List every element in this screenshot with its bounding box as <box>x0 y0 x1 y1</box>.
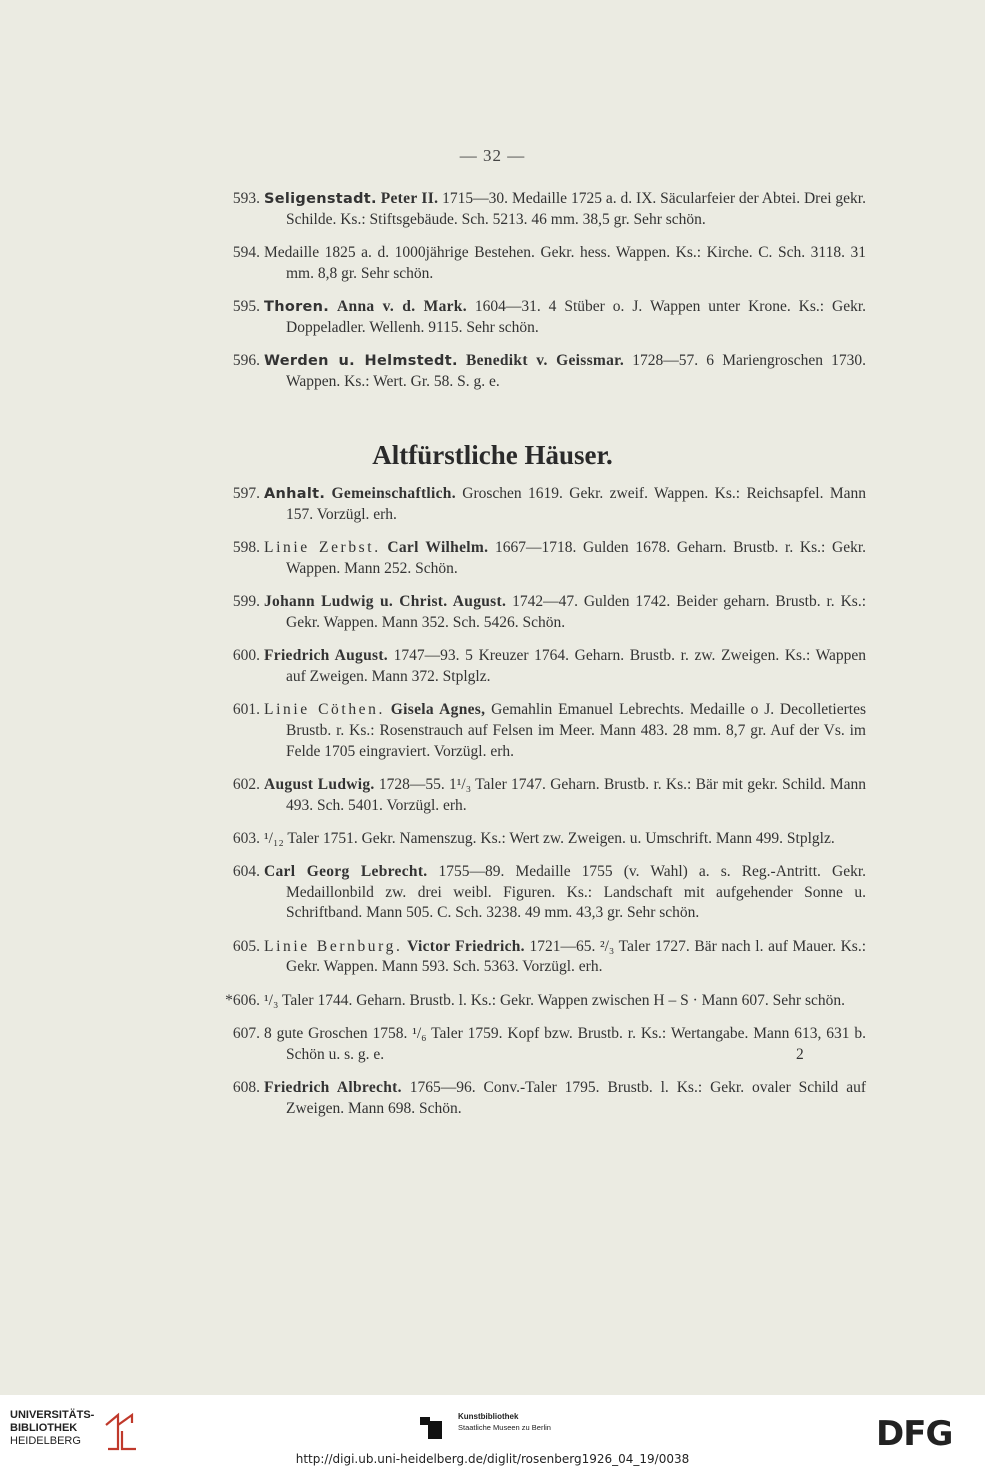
entry-ruler: Peter II. <box>380 190 439 207</box>
ub-heidelberg-logo <box>10 1409 140 1455</box>
entry-number: 608. <box>232 1078 260 1096</box>
permalink-url[interactable]: http://digi.ub.uni-heidelberg.de/diglit/rosenberg1926_04_19/0038 <box>295 1452 690 1466</box>
entry-text: ¹/₁₂ Taler 1751. Gekr. Namenszug. Ks.: Wert zw. Zweigen. u. Umschrift. Mann 499. Stplglz. <box>264 829 835 847</box>
entry-ruler: August Ludwig. <box>264 775 375 793</box>
entry-596 <box>216 351 866 393</box>
kunstbibliothek-icon <box>420 1415 450 1439</box>
entry-number: 601. <box>232 700 260 718</box>
entries-list-top <box>216 189 866 405</box>
entry-number: 594. <box>232 243 260 261</box>
entry-number: 599. <box>232 592 260 610</box>
section-title: Altfürstliche Häuser. <box>372 440 613 470</box>
entry-number: 593. <box>232 190 260 207</box>
entry-ruler: Friedrich August. <box>264 646 388 664</box>
ub-line-2: BIBLIOTHEK <box>10 1422 78 1434</box>
entry-number: 604. <box>232 862 260 880</box>
ub-line-3: HEIDELBERG <box>10 1435 81 1447</box>
entry-598 <box>216 538 866 580</box>
entry-ruler: Victor Friedrich. <box>407 937 525 955</box>
kb-line-2: Staatliche Museen zu Berlin <box>458 1423 551 1432</box>
entry-line: Linie Bernburg. <box>264 937 403 955</box>
entry-number: 595. <box>232 297 260 315</box>
entry-text: ¹/₃ Taler 1744. Geharn. Brustb. l. Ks.: Gekr. Wappen zwischen H – S · Mann 607. Sehr schön. <box>264 991 845 1009</box>
entry-597 <box>216 484 866 526</box>
entry-number: *606. <box>225 991 260 1009</box>
ub-mark-icon <box>102 1411 140 1451</box>
entry-number: 596. <box>232 351 260 369</box>
entry-599 <box>216 592 866 634</box>
page-number: — 32 — <box>459 146 526 165</box>
entry-place: Werden u. Helmstedt. <box>264 352 458 369</box>
entry-text: Medaille 1825 a. d. 1000jährige Bestehen. Gekr. hess. Wappen. Ks.: Kirche. C. Sch. 3118. 31 mm. 8,8 gr. Sehr schön. <box>264 243 866 282</box>
footer-bar <box>0 1395 985 1471</box>
entry-600 <box>216 646 866 688</box>
entry-text: 1728—57. 6 Mariengroschen 1730. Wappen. Ks.: Wert. Gr. 58. S. g. e. <box>286 351 866 390</box>
entry-ruler: Carl Georg Lebrecht. <box>264 862 428 880</box>
entry-number: 597. <box>232 485 260 502</box>
entry-number: 602. <box>232 775 260 793</box>
entry-601 <box>216 700 866 762</box>
entry-text: 1715—30. Medaille 1725 a. d. IX. Säcularfeier der Abtei. Drei gekr. Schilde. Ks.: Stiftsgebäude. Sch. 5213. 46 mm. 38,5 gr. Sehr schön. <box>286 190 866 228</box>
entry-604 <box>216 862 866 924</box>
entry-number: 605. <box>232 937 260 955</box>
entry-text: Gemahlin Emanuel Lebrechts. Medaille o J. Decolletiertes Brustb. r. Ks.: Rosenstrauch auf Felsen im Meer. Mann 483. 28 mm. 8,7 gr. Auf der Vs. im Felde 1705 eingraviert. Vorzügl. erh. <box>286 700 866 760</box>
entry-text: 1667—1718. Gulden 1678. Geharn. Brustb. r. Ks.: Gekr. Wappen. Mann 252. Schön. <box>286 538 867 577</box>
entry-595 <box>216 297 866 339</box>
entry-ruler: Friedrich Albrecht. <box>264 1078 402 1096</box>
kb-line-1: Kunstbibliothek <box>458 1412 519 1421</box>
entry-605 <box>216 937 866 979</box>
entry-number: 598. <box>232 538 260 556</box>
entry-608 <box>216 1078 866 1120</box>
dfg-logo: DFG <box>876 1414 953 1454</box>
entry-text: 1728—55. 1¹/₃ Taler 1747. Geharn. Brustb. r. Ks.: Bär mit gekr. Schild. Mann 493. Sch. 5401. Vorzügl. erh. <box>286 775 867 814</box>
entry-text: 1755—89. Medaille 1755 (v. Wahl) a. s. Reg.-Antritt. Gekr. Medaillonbild zw. drei weibl. Figuren. Ks.: Landschaft mit aufgehender Sonne u. Schriftband. Mann 505. C. Sch. 3238. 49 mm. 43,3 gr. Sehr schön. <box>286 862 866 922</box>
entry-ruler: Anna v. d. Mark. <box>337 297 467 315</box>
entry-ruler: Carl Wilhelm. <box>387 538 489 556</box>
entry-ruler: Gisela Agnes, <box>390 700 486 718</box>
entry-593 <box>216 189 866 231</box>
entry-text: Groschen 1619. Gekr. zweif. Wappen. Ks.: Reichsapfel. Mann 157. Vorzügl. erh. <box>286 485 867 523</box>
entry-ruler: Benedikt v. Geissmar. <box>465 351 625 369</box>
entry-602 <box>216 775 866 817</box>
ub-line-1: UNIVERSITÄTS- <box>10 1409 95 1421</box>
entry-text: 8 gute Groschen 1758. ¹/₆ Taler 1759. Kopf bzw. Brustb. r. Ks.: Wertangabe. Mann 613, 631 b. Schön u. s. g. e. <box>264 1024 866 1063</box>
entry-ruler: Johann Ludwig u. Christ. August. <box>264 592 507 610</box>
entry-text: 1604—31. 4 Stüber o. J. Wappen unter Krone. Ks.: Gekr. Doppeladler. Wellenh. 9115. Sehr schön. <box>286 297 866 336</box>
entry-line: Linie Cöthen. <box>264 700 385 718</box>
entry-line: Linie Zerbst. <box>264 538 381 556</box>
entry-text: 1765—96. Conv.-Taler 1795. Brustb. l. Ks.: Gekr. ovaler Schild auf Zweigen. Mann 698. Schön. <box>286 1078 867 1117</box>
entry-text: 1747—93. 5 Kreuzer 1764. Geharn. Brustb. r. zw. Zweigen. Ks.: Wappen auf Zweigen. Mann 372. Stplglz. <box>286 646 867 685</box>
entry-text: 1742—47. Gulden 1742. Beider geharn. Brustb. r. Ks.: Gekr. Wappen. Mann 352. Sch. 5426. Schön. <box>286 592 867 631</box>
entry-607: 607. 8 gute Groschen 1758. ¹/₆ Taler 1759. Kopf bzw. Brustb. r. Ks.: Wertangabe. Mann 613, 631 b. Schön u. s. g. e. 2 <box>216 1024 866 1066</box>
entry-place: Seligenstadt. <box>264 191 377 207</box>
entries-list-bottom <box>216 484 866 1132</box>
entry-place: Thoren. <box>264 298 330 315</box>
entry-number: 600. <box>232 646 260 664</box>
entry-text: 1721—65. ²/₃ Taler 1727. Bär nach l. auf Mauer. Ks.: Gekr. Wappen. Mann 593. Sch. 5363. Vorzügl. erh. <box>286 937 866 976</box>
entry-place: Anhalt. <box>264 486 326 502</box>
entry-number: 603. <box>232 829 260 847</box>
entry-603 <box>216 829 866 850</box>
entry-594 <box>216 243 866 285</box>
kunstbibliothek-logo <box>420 1411 620 1441</box>
entry-number: 607. <box>232 1024 260 1042</box>
kunstbibliothek-text <box>458 1411 551 1433</box>
entry-606 <box>216 991 866 1012</box>
entry-ruler: Gemeinschaftlich. <box>331 485 456 502</box>
ub-heidelberg-text <box>10 1409 94 1448</box>
